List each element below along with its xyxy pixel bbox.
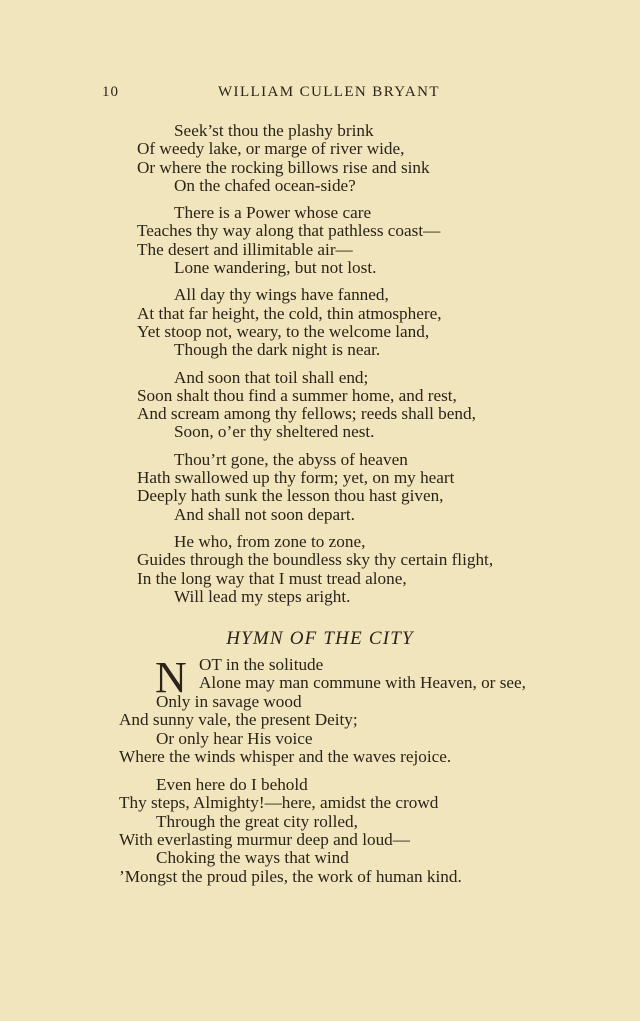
verse-line: Even here do I behold [156, 775, 308, 795]
hymn-title: HYMN OF THE CITY [226, 628, 414, 649]
stanza [0, 204, 640, 277]
verse-line: Teaches thy way along that pathless coast— [137, 221, 441, 241]
verse-line: At that far height, the cold, thin atmosphere, [137, 303, 442, 323]
verse-line: Of weedy lake, or marge of river wide, [137, 139, 405, 159]
stanza [0, 776, 640, 886]
verse-line: Guides through the boundless sky thy certain flight, [137, 550, 494, 570]
drop-cap: N [155, 653, 187, 702]
stanza [0, 286, 640, 359]
stanza [0, 533, 640, 606]
verse-line: And soon that toil shall end; [174, 367, 369, 387]
hymn-of-the-city-body [0, 693, 640, 895]
verse-line: And scream among thy fellows; reeds shall bend, [137, 404, 476, 424]
verse-line: On the chafed ocean-side? [174, 175, 356, 195]
verse-line: The desert and illimitable air— [137, 239, 353, 259]
verse-line: Or only hear His voice [156, 728, 313, 748]
verse-line: ’Mongst the proud piles, the work of human kind. [119, 866, 462, 886]
stanza [0, 451, 640, 524]
verse-line: Deeply hath sunk the lesson thou hast given, [137, 486, 444, 506]
verse-line: Soon shalt thou find a summer home, and rest, [137, 385, 457, 405]
verse-line: And sunny vale, the present Deity; [119, 710, 358, 730]
verse-line: Or where the rocking billows rise and sink [137, 157, 430, 177]
stanza [0, 122, 640, 195]
verse-line: All day thy wings have fanned, [174, 285, 389, 305]
verse-line: Soon, o’er thy sheltered nest. [174, 422, 375, 442]
running-title: WILLIAM CULLEN BRYANT [218, 84, 440, 100]
poem-to-a-waterfowl-end [0, 122, 640, 615]
verse-line: Thou’rt gone, the abyss of heaven [174, 449, 408, 469]
verse-line: Though the dark night is near. [174, 340, 381, 360]
verse-line: Choking the ways that wind [156, 848, 349, 868]
verse-line: Thy steps, Almighty!—here, amidst the crowd [119, 793, 439, 813]
verse-line: Lone wandering, but not lost. [174, 258, 377, 278]
verse-line: Where the winds whisper and the waves rejoice. [119, 746, 452, 766]
verse-line: In the long way that I must tread alone, [137, 568, 407, 588]
verse-line: Seek’st thou the plashy brink [174, 121, 374, 140]
verse-line: Hath swallowed up thy form; yet, on my heart [137, 468, 455, 488]
verse-line: He who, from zone to zone, [174, 531, 366, 551]
verse-line: Alone may man commune with Heaven, or see, [199, 673, 526, 692]
verse-line: There is a Power whose care [174, 203, 372, 223]
verse-line: Will lead my steps aright. [174, 586, 351, 606]
page-header [0, 84, 640, 104]
page-number: 10 [102, 84, 119, 100]
verse-line: Through the great city rolled, [156, 811, 358, 831]
stanza [0, 693, 640, 766]
verse-line: OT in the solitude [199, 655, 324, 674]
verse-line: Only in savage wood [156, 692, 302, 711]
verse-line: And shall not soon depart. [174, 504, 355, 524]
verse-line: With everlasting murmur deep and loud— [119, 830, 410, 850]
verse-line: Yet stoop not, weary, to the welcome land, [137, 321, 430, 341]
stanza [0, 369, 640, 442]
